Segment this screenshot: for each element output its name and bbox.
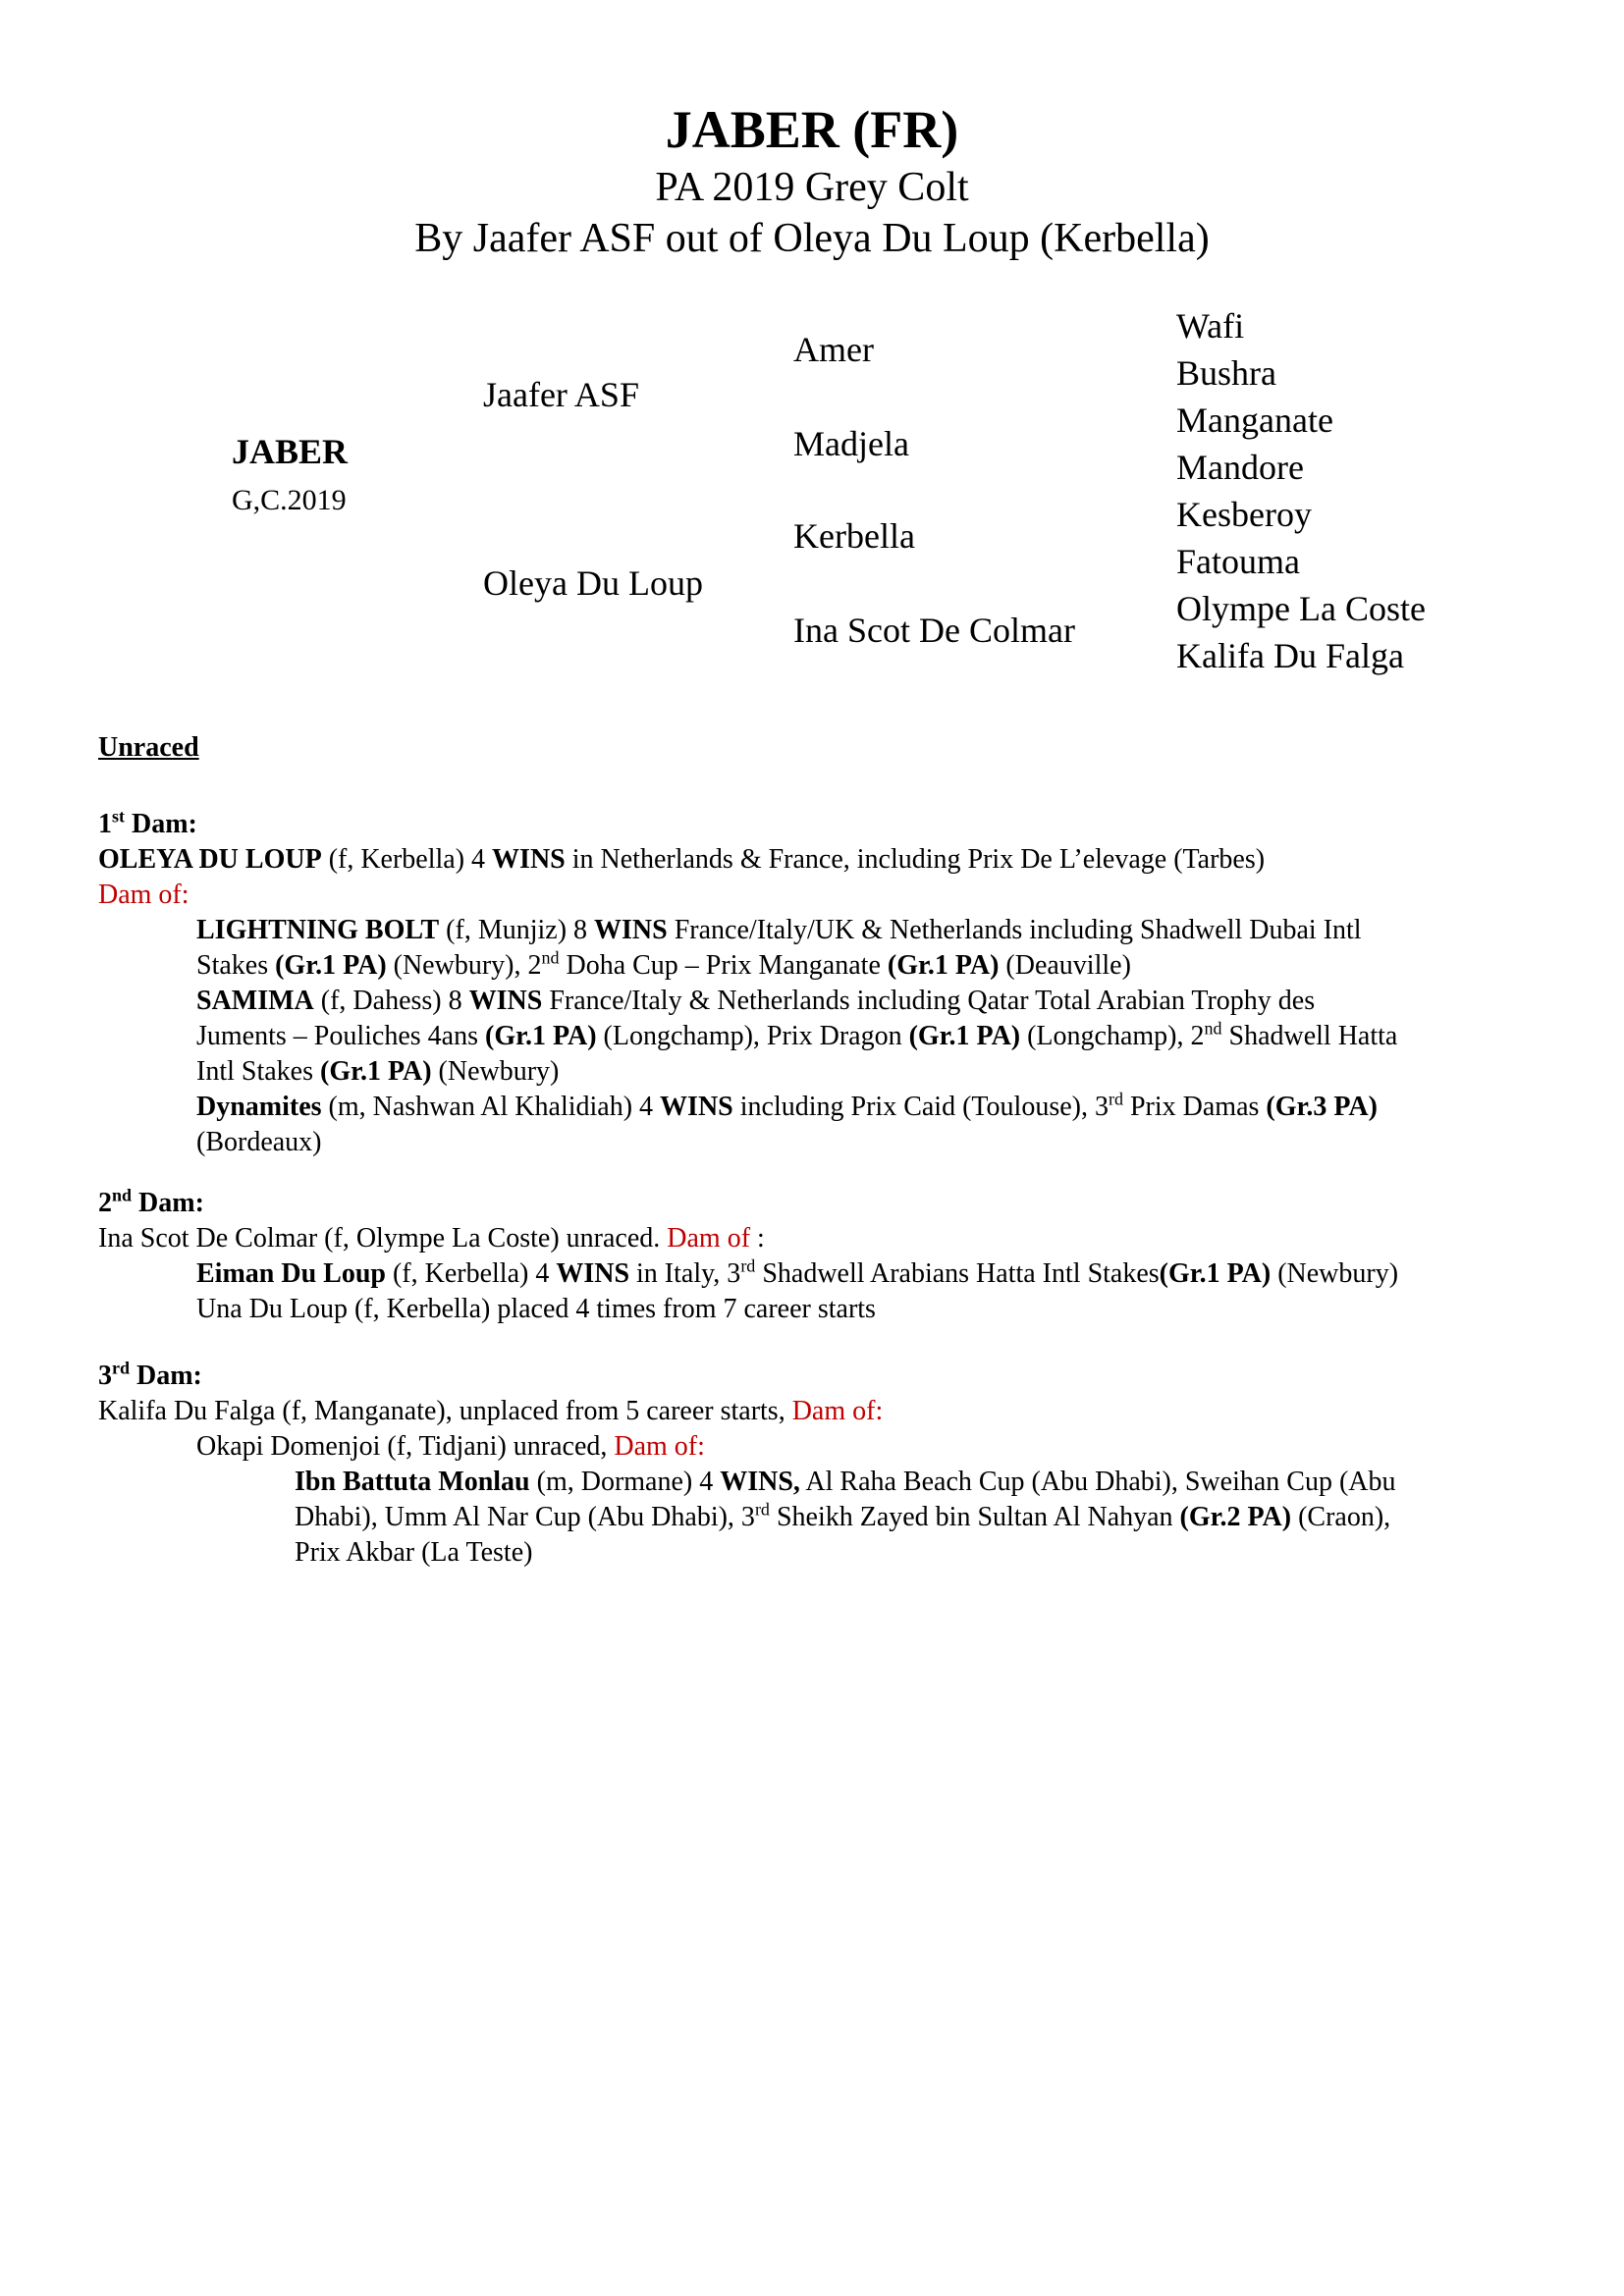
dam1-dam-of: Dam of:	[98, 880, 189, 910]
dam3-grandoffspring-1-cont2: Prix Akbar (La Teste)	[295, 1537, 533, 1568]
pedigree-dam: Oleya Du Loup	[483, 563, 703, 603]
dam1-offspring-3: Dynamites (m, Nashwan Al Khalidiah) 4 WINS including Prix Caid (Toulouse), 3rd Prix Damas (Gr.3 PA)	[196, 1089, 1378, 1122]
pedigree-gen3-item: Bushra	[1176, 353, 1276, 393]
dam2-line: Ina Scot De Colmar (f, Olympe La Coste) unraced. Dam of :	[98, 1223, 765, 1254]
pedigree-gen3-item: Kalifa Du Falga	[1176, 636, 1404, 675]
dam1-offspring-1-cont: Stakes (Gr.1 PA) (Newbury), 2nd Doha Cup – Prix Manganate (Gr.1 PA) (Deauville)	[196, 947, 1131, 981]
dam3-line: Kalifa Du Falga (f, Manganate), unplaced from 5 career starts, Dam of:	[98, 1396, 884, 1426]
dam3-heading: 3rd Dam:	[98, 1358, 202, 1391]
dam1-offspring-3-cont: (Bordeaux)	[196, 1127, 322, 1157]
dam1-name: OLEYA DU LOUP	[98, 844, 322, 875]
dam1-line: OLEYA DU LOUP (f, Kerbella) 4 WINS in Netherlands & France, including Prix De L’elevage (Tarbes)	[98, 844, 1266, 875]
dam2-section	[98, 1186, 1532, 1327]
dam1-section	[98, 807, 1532, 1160]
pedigree-gen3-item: Olympe La Coste	[1176, 589, 1426, 628]
dam1-heading: 1st Dam:	[98, 806, 197, 839]
page-title: JABER (FR)	[665, 100, 959, 159]
dam3-grandoffspring-1: Ibn Battuta Monlau (m, Dormane) 4 WINS, Al Raha Beach Cup (Abu Dhabi), Sweihan Cup (Abu	[295, 1467, 1396, 1497]
pedigree-gen2-item: Amer	[793, 330, 874, 369]
dam2-heading: 2nd Dam:	[98, 1185, 204, 1218]
pedigree-gen2-item: Ina Scot De Colmar	[793, 611, 1075, 650]
dam2-offspring-1: Eiman Du Loup (f, Kerbella) 4 WINS in Italy, 3rd Shadwell Arabians Hatta Intl Stakes(Gr.1 PA) (Newbury)	[196, 1255, 1399, 1289]
page-byline: By Jaafer ASF out of Oleya Du Loup (Kerbella)	[414, 216, 1210, 261]
pedigree-gen2-item: Madjela	[793, 424, 909, 463]
dam3-grandoffspring-1-cont: Dhabi), Umm Al Nar Cup (Abu Dhabi), 3rd Sheikh Zayed bin Sultan Al Nahyan (Gr.2 PA) (Craon),	[295, 1499, 1391, 1532]
pedigree-gen3-item: Wafi	[1176, 306, 1245, 346]
race-status: Unraced	[98, 732, 199, 763]
pedigree-gen3-item: Mandore	[1176, 448, 1304, 487]
dam3-offspring-1: Okapi Domenjoi (f, Tidjani) unraced, Dam of:	[196, 1431, 705, 1462]
pedigree-gen3-item: Manganate	[1176, 400, 1333, 440]
dam1-offspring-2-cont2: Intl Stakes (Gr.1 PA) (Newbury)	[196, 1056, 560, 1087]
pedigree-gen2-item: Kerbella	[793, 516, 915, 556]
dam3-section	[98, 1359, 1532, 1571]
pedigree-sire: Jaafer ASF	[483, 375, 639, 414]
dam2-offspring-2: Una Du Loup (f, Kerbella) placed 4 times from 7 career starts	[196, 1294, 876, 1324]
pedigree-gen3-item: Fatouma	[1176, 542, 1300, 581]
dam1-offspring-1: LIGHTNING BOLT (f, Munjiz) 8 WINS France/Italy/UK & Netherlands including Shadwell Dubai Intl	[196, 915, 1362, 945]
pedigree-gen3-item: Kesberoy	[1176, 495, 1312, 534]
page-subtitle: PA 2019 Grey Colt	[655, 165, 969, 210]
dam1-offspring-2-cont: Juments – Pouliches 4ans (Gr.1 PA) (Longchamp), Prix Dragon (Gr.1 PA) (Longchamp), 2nd Shadwell Hatta	[196, 1018, 1398, 1051]
pedigree-horse-name: JABER	[232, 432, 349, 471]
pedigree-horse-info: G,C.2019	[232, 484, 347, 516]
dam1-offspring-2: SAMIMA (f, Dahess) 8 WINS France/Italy & Netherlands including Qatar Total Arabian Trophy des	[196, 986, 1316, 1016]
